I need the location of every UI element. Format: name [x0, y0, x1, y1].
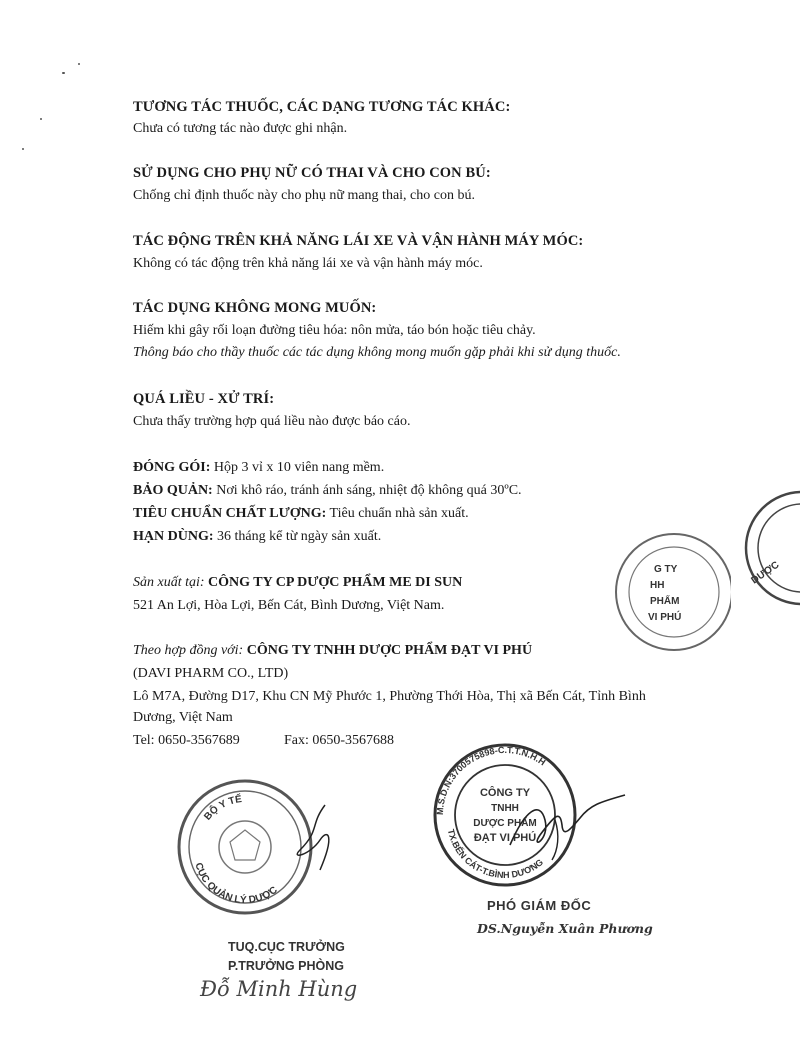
company-stamp-ring-top: M.S.D.N:3700575898-C.T.T.N.H.H — [434, 744, 548, 816]
section-note-side-effects: Thông báo cho thầy thuốc các tác dụng không mong muốn gặp phải khi sử dụng thuốc. — [133, 345, 621, 360]
contractor-address-line-1: Lô M7A, Đường D17, Khu CN Mỹ Phước 1, Phường Thới Hòa, Thị xã Bến Cát, Tỉnh Bình — [133, 689, 646, 704]
spec-expiry-label: HẠN DÙNG: — [133, 529, 214, 544]
signature-left — [280, 800, 350, 890]
signer-right-name: DS.Nguyễn Xuân Phương — [477, 921, 653, 936]
contractor-name: CÔNG TY TNHH DƯỢC PHẨM ĐẠT VI PHÚ — [246, 643, 533, 658]
section-text-driving: Không có tác động trên khả năng lái xe và vận hành máy móc. — [133, 256, 483, 271]
signer-right-title: PHÓ GIÁM ĐỐC — [487, 898, 592, 913]
company-stamp-center-2: TNHH — [491, 803, 519, 814]
signature-right — [500, 790, 630, 870]
section-heading-driving: TÁC ĐỘNG TRÊN KHẢ NĂNG LÁI XE VÀ VẬN HÀNH MÁY MÓC: — [133, 233, 584, 249]
spec-packaging-label: ĐÓNG GÓI: — [133, 460, 211, 475]
signer-left-name: Đỗ Minh Hùng — [200, 977, 358, 1001]
spec-storage — [133, 482, 522, 500]
section-text-side-effects: Hiếm khi gây rối loạn đường tiêu hóa: nôn mửa, táo bón hoặc tiêu chảy. — [133, 323, 536, 338]
manufacturer-name: CÔNG TY CP DƯỢC PHẨM ME DI SUN — [208, 575, 463, 590]
svg-text:G TY: G TY — [654, 564, 678, 575]
section-heading-overdose: QUÁ LIỀU - XỬ TRÍ: — [133, 391, 275, 407]
company-stamp-center-3: DƯỢC PHẨM — [473, 818, 537, 829]
contractor-prefix: Theo hợp đồng với: — [133, 643, 247, 658]
partial-stamp-edge — [740, 488, 800, 608]
national-emblem-icon — [219, 821, 271, 873]
company-stamp-center-4: ĐẠT VI PHÚ — [473, 832, 537, 844]
spec-storage-label: BẢO QUẢN: — [133, 483, 213, 498]
svg-text:DƯỢC: DƯỢC — [749, 559, 782, 587]
section-text-pregnancy: Chống chỉ định thuốc này cho phụ nữ mang thai, cho con bú. — [133, 188, 475, 203]
company-stamp-ring-bottom: TX.BẾN CÁT-T.BÌNH DƯƠNG — [445, 828, 546, 881]
svg-text:VI PHÚ: VI PHÚ — [648, 612, 682, 623]
spec-storage-value: Nơi khô ráo, tránh ánh sáng, nhiệt độ không quá 30ºC. — [212, 483, 522, 498]
svg-text:HH: HH — [650, 580, 665, 591]
section-text-overdose: Chưa thấy trường hợp quá liều nào được báo cáo. — [133, 414, 411, 429]
company-stamp-center-1: CÔNG TY — [479, 787, 531, 799]
section-heading-pregnancy: SỬ DỤNG CHO PHỤ NỮ CÓ THAI VÀ CHO CON BÚ: — [133, 165, 491, 181]
section-text-interactions: Chưa có tương tác nào được ghi nhận. — [133, 121, 348, 136]
contractor-fax: Fax: 0650-3567688 — [284, 733, 395, 748]
spec-expiry — [133, 528, 381, 546]
ministry-stamp-top: BỘ Y TẾ — [202, 794, 243, 823]
contractor-tel: Tel: 0650-3567689 — [133, 733, 240, 748]
spec-quality — [133, 505, 469, 523]
spec-quality-label: TIÊU CHUẨN CHẤT LƯỢNG: — [133, 506, 327, 521]
section-heading-side-effects: TÁC DỤNG KHÔNG MONG MUỐN: — [133, 300, 377, 316]
ministry-stamp-bottom: CỤC QUẢN LÝ DƯỢC — [192, 861, 280, 907]
section-heading-interactions: TƯƠNG TÁC THUỐC, CÁC DẠNG TƯƠNG TÁC KHÁC: — [133, 99, 511, 115]
contractor-english-name: (DAVI PHARM CO., LTD) — [133, 666, 289, 681]
signer-left-line-2: P.TRƯỞNG PHÒNG — [228, 959, 344, 973]
spec-packaging-value: Hộp 3 vỉ x 10 viên nang mềm. — [210, 460, 385, 475]
contractor-line — [133, 642, 532, 660]
faded-company-stamp — [606, 522, 731, 662]
manufacturer-line — [133, 574, 462, 592]
spec-packaging — [133, 459, 384, 477]
signer-left-line-1: TUQ.CỤC TRƯỞNG — [228, 940, 345, 954]
manufacturer-prefix: Sản xuất tại: — [133, 575, 209, 590]
spec-quality-value: Tiêu chuẩn nhà sản xuất. — [326, 506, 469, 521]
contractor-address-line-2: Dương, Việt Nam — [133, 710, 233, 725]
manufacturer-address: 521 An Lợi, Hòa Lợi, Bến Cát, Bình Dương, Việt Nam. — [133, 598, 445, 613]
spec-expiry-value: 36 tháng kể từ ngày sản xuất. — [213, 529, 382, 544]
svg-text:PHẨM: PHẨM — [650, 596, 680, 607]
